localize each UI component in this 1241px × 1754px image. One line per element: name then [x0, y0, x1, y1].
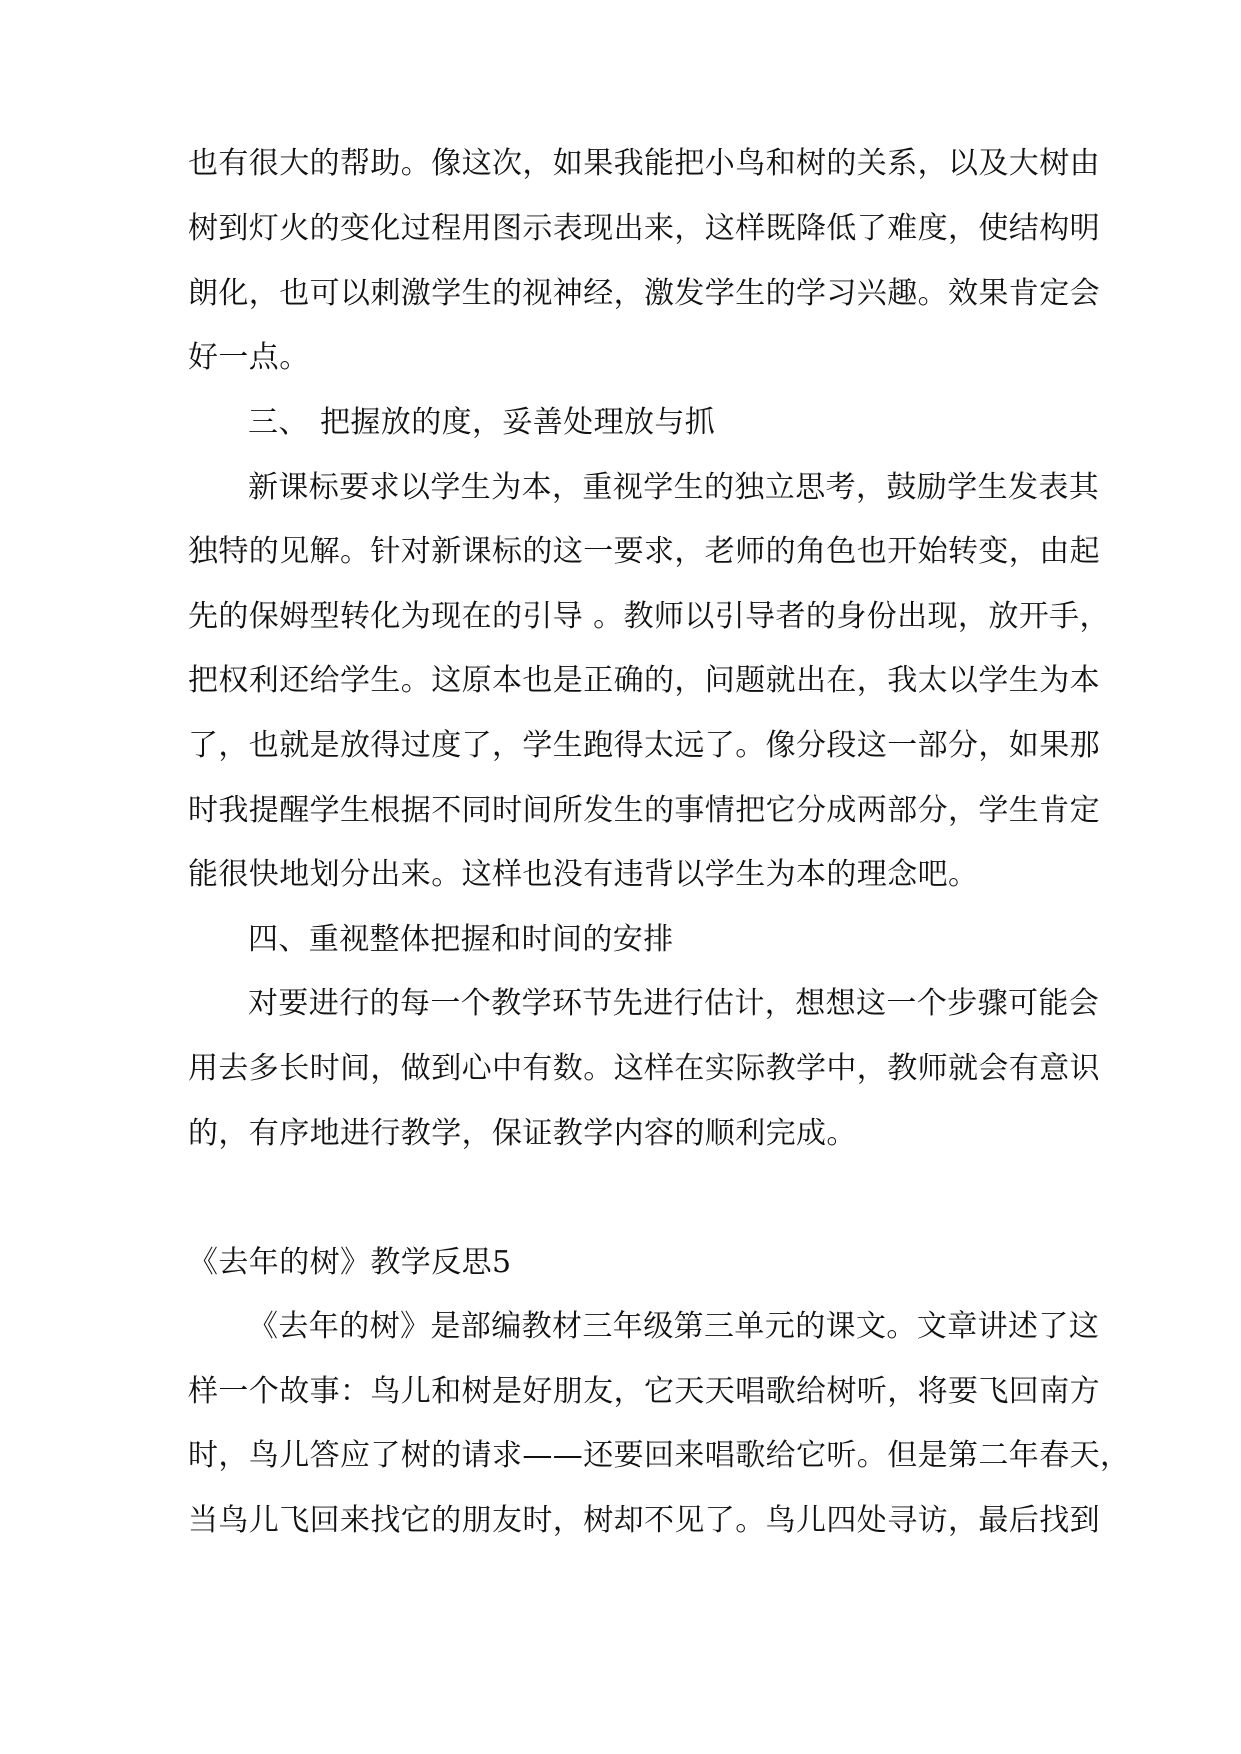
paragraph-line: 先的保姆型转化为现在的引导 。教师以引导者的身份出现，放开手， — [188, 599, 1110, 634]
paragraph-line: 把权利还给学生。这原本也是正确的，问题就出在，我太以学生为本 — [188, 663, 1100, 698]
paragraph-line: 朗化，也可以刺激学生的视神经，激发学生的学习兴趣。效果肯定会 — [188, 276, 1100, 311]
paragraph-line: 时我提醒学生根据不同时间所发生的事情把它分成两部分，学生肯定 — [188, 793, 1100, 828]
section-heading: 四、重视整体把握和时间的安排 — [248, 922, 674, 957]
paragraph-line: 了，也就是放得过度了，学生跑得太远了。像分段这一部分，如果那 — [188, 728, 1100, 763]
paragraph-line: 新课标要求以学生为本，重视学生的独立思考，鼓励学生发表其 — [248, 470, 1100, 505]
paragraph-line: 当鸟儿飞回来找它的朋友时，树却不见了。鸟儿四处寻访，最后找到 — [188, 1503, 1100, 1538]
paragraph-line: 树到灯火的变化过程用图示表现出来，这样既降低了难度，使结构明 — [188, 211, 1100, 246]
paragraph-line: 对要进行的每一个教学环节先进行估计，想想这一个步骤可能会 — [248, 986, 1100, 1021]
paragraph-line: 样一个故事：鸟儿和树是好朋友，它天天唱歌给树听，将要飞回南方 — [188, 1374, 1100, 1409]
section-heading — [248, 403, 715, 443]
paragraph-line: 的，有序地进行教学，保证教学内容的顺利完成。 — [188, 1116, 857, 1151]
section-title: 把握放的度，妥善处理放与抓 — [320, 405, 716, 440]
paragraph-line: 能很快地划分出来。这样也没有违背以学生为本的理念吧。 — [188, 857, 979, 892]
article-title: 《去年的树》教学反思5 — [188, 1245, 512, 1280]
paragraph-line: 时，鸟儿答应了树的请求——还要回来唱歌给它听。但是第二年春天， — [188, 1438, 1131, 1473]
section-number: 三、 — [248, 405, 309, 440]
paragraph-line: 好一点。 — [188, 340, 310, 375]
paragraph-line: 也有很大的帮助。像这次，如果我能把小鸟和树的关系，以及大树由 — [188, 146, 1100, 181]
paragraph-line: 《去年的树》是部编教材三年级第三单元的课文。文章讲述了这 — [248, 1309, 1100, 1344]
paragraph-line: 独特的见解。针对新课标的这一要求，老师的角色也开始转变，由起 — [188, 534, 1100, 569]
paragraph-line: 用去多长时间，做到心中有数。这样在实际教学中，教师就会有意识 — [188, 1051, 1100, 1086]
